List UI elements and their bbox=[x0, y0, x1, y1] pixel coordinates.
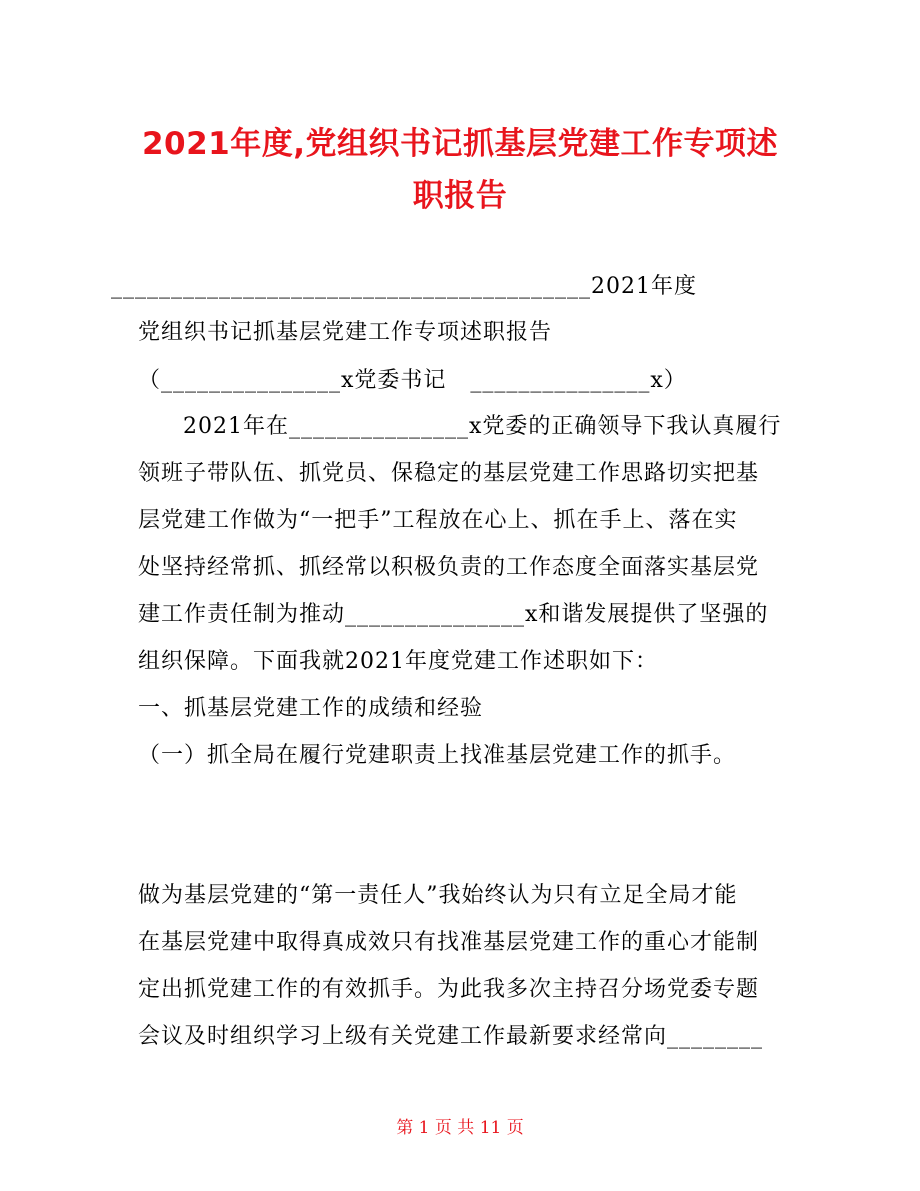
body-paragraph-line: 在基层党建中取得真成效只有找准基层党建工作的重心才能制 bbox=[138, 930, 760, 955]
body-paragraph-line: 处坚持经常抓、抓经常以积极负责的工作态度全面落实基层党 bbox=[138, 555, 760, 580]
report-subtitle-line: 党组织书记抓基层党建工作专项述职报告 bbox=[138, 320, 553, 345]
body-paragraph-line: 2021年在_______________x党委的正确领导下我认真履行 bbox=[183, 414, 782, 439]
body-paragraph-line: 会议及时组织学习上级有关党建工作最新要求经常向________ bbox=[138, 1024, 764, 1049]
body-paragraph-line: 建工作责任制为推动_______________x和谐发展提供了坚强的 bbox=[138, 602, 769, 627]
document-title-line-2: 职报告 bbox=[412, 178, 508, 214]
body-paragraph-line: 组织保障。下面我就2021年度党建工作述职如下： bbox=[138, 649, 658, 674]
body-paragraph-line: 层党建工作做为“一把手”工程放在心上、抓在手上、落在实 bbox=[138, 508, 738, 533]
body-paragraph-line: 定出抓党建工作的有效抓手。为此我多次主持召分场党委专题 bbox=[138, 977, 760, 1002]
page-footer: 第 1 页 共 11 页 bbox=[396, 1118, 524, 1138]
author-line: （_______________x党委书记 _______________x） bbox=[138, 368, 687, 393]
body-paragraph-line: 领班子带队伍、抓党员、保稳定的基层党建工作思路切实把基 bbox=[138, 461, 760, 486]
document-title-line-1: 2021年度,党组织书记抓基层党建工作专项述 bbox=[141, 126, 779, 162]
year-heading-line: ________________________________________2021年度 bbox=[111, 274, 697, 299]
subsection-heading: （一）抓全局在履行党建职责上找准基层党建工作的抓手。 bbox=[138, 743, 737, 768]
section-heading: 一、抓基层党建工作的成绩和经验 bbox=[138, 696, 484, 721]
body-paragraph-line: 做为基层党建的“第一责任人”我始终认为只有立足全局才能 bbox=[138, 883, 738, 908]
